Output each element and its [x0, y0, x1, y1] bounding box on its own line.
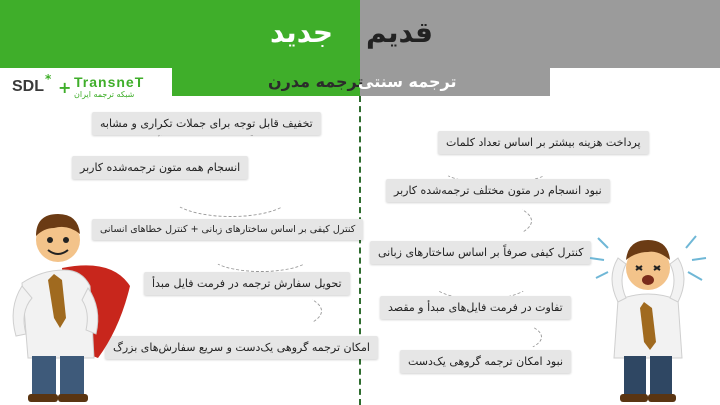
connector-line — [420, 200, 532, 242]
old-item-2: نبود انسجام در متون مختلف ترجمه‌شده کاربر — [386, 179, 610, 202]
old-item-5: نبود امکان ترجمه گروهی یک‌دست — [400, 350, 571, 373]
connector-line — [210, 290, 322, 332]
new-item-1: تخفیف قابل توجه برای جملات تکراری و مشابه — [92, 112, 321, 135]
logo-plus: + — [58, 78, 72, 97]
logo-star: * — [45, 72, 52, 86]
logo-tagline: شبکه ترجمه ایران — [74, 90, 135, 99]
connector-line — [210, 240, 312, 272]
superhero-illustration — [2, 208, 142, 404]
subtitle-modern: ترجمه مدرن — [268, 72, 364, 91]
new-item-3: کنترل کیفی بر اساس ساختارهای زبانی + کنترل خطاهای انسانی — [92, 219, 363, 240]
new-item-4: تحویل سفارش ترجمه در فرمت فایل مبدأ — [144, 272, 350, 295]
logo-sdl-text: SDL — [12, 78, 44, 95]
logo-transnet-text: TransneT — [74, 74, 145, 90]
sdl-transnet-logo — [12, 72, 145, 102]
stressed-man-illustration — [578, 218, 718, 404]
subtitle-traditional: ترجمه سنتی — [358, 72, 457, 91]
title-new: جدید — [270, 16, 334, 49]
old-item-4: تفاوت در فرمت فایل‌های مبدأ و مقصد — [380, 296, 571, 319]
title-old: قدیم — [366, 16, 433, 49]
new-item-2: انسجام همه متون ترجمه‌شده کاربر — [72, 156, 248, 179]
new-item-5: امکان ترجمه گروهی یک‌دست و سریع سفارش‌های بزرگ — [105, 336, 378, 359]
connector-line — [430, 262, 532, 300]
old-item-1: پرداخت هزینه بیشتر بر اساس تعداد کلمات — [438, 131, 649, 154]
old-item-3: کنترل کیفی صرفاً بر اساس ساختارهای زبانی — [370, 241, 591, 264]
connector-line — [170, 175, 292, 217]
